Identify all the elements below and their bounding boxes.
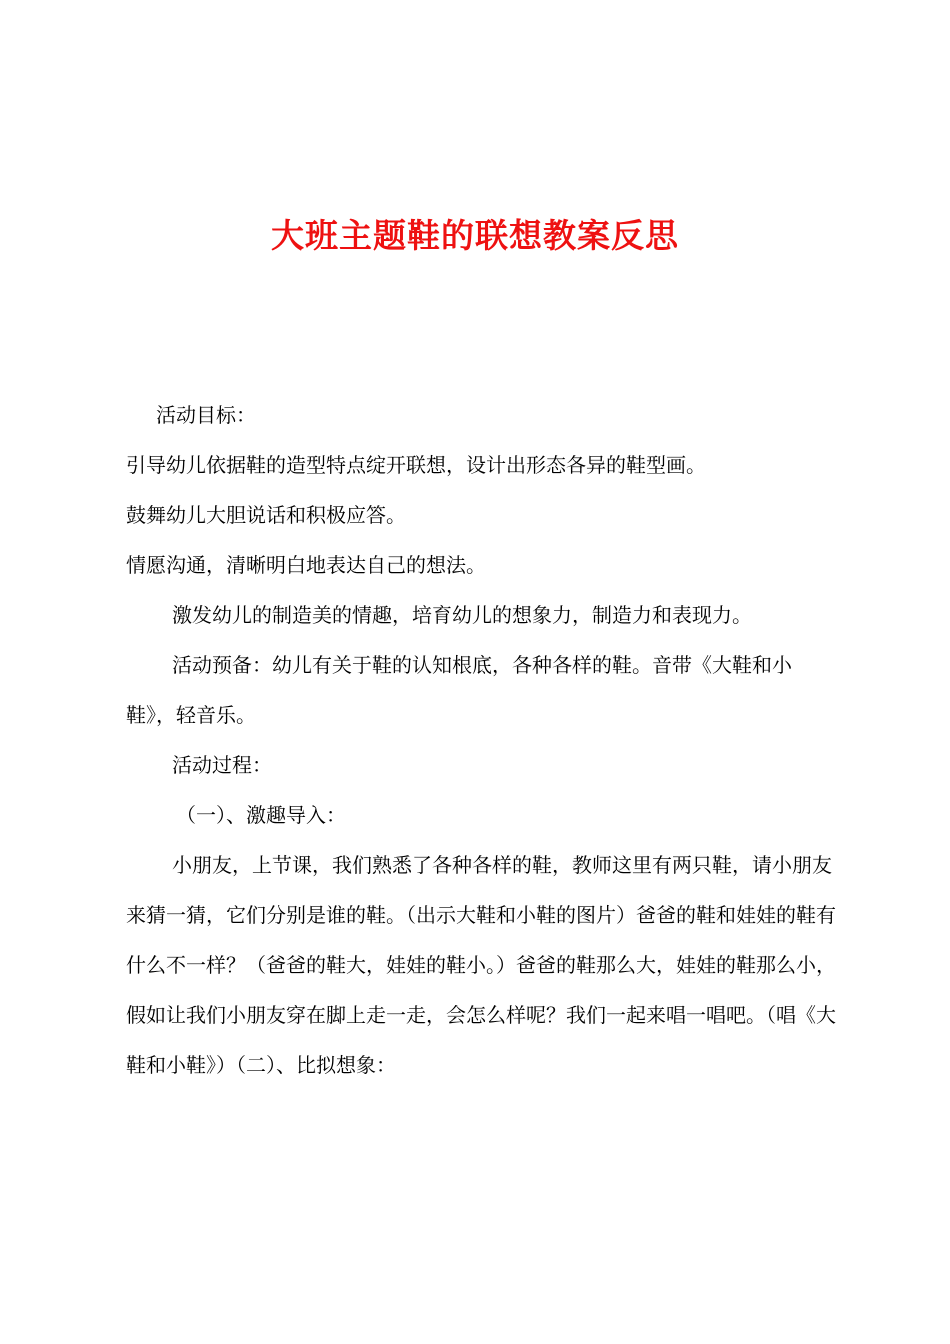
goal-item: 情愿沟通，清晰明白地表达自己的想法。 <box>126 553 486 577</box>
document-body <box>126 390 836 1090</box>
preparation-paragraph: 活动预备：幼儿有关于鞋的认知根底，各种各样的鞋。音带《大鞋和小鞋》，轻音乐。 <box>126 653 792 727</box>
goal-item: 鼓舞幼儿大胆说话和积极应答。 <box>126 503 406 527</box>
document-title: 大班主题鞋的联想教案反思 <box>271 216 679 255</box>
subsection-heading-intro: （一）、激趣导入： <box>176 803 346 827</box>
section-heading-process: 活动过程： <box>172 753 272 777</box>
section-heading-goals: 活动目标： <box>156 403 256 427</box>
goal-item: 引导幼儿依据鞋的造型特点绽开联想，设计出形态各异的鞋型画。 <box>126 453 706 477</box>
intro-paragraph: 小朋友，上节课，我们熟悉了各种各样的鞋，教师这里有两只鞋，请小朋友来猜一猜，它们分别是谁的鞋。（出示大鞋和小鞋的图片）爸爸的鞋和娃娃的鞋有什么不一样？（爸爸的鞋大，娃娃的鞋小。）爸爸的鞋那么大，娃娃的鞋那么小，假如让我们小朋友穿在脚上走一走，会怎么样呢？我们一起来唱一唱吧。（唱《大鞋和小鞋》）（二）、比拟想象： <box>126 853 836 1077</box>
goal-item: 激发幼儿的制造美的情趣，培育幼儿的想象力，制造力和表现力。 <box>172 603 752 627</box>
